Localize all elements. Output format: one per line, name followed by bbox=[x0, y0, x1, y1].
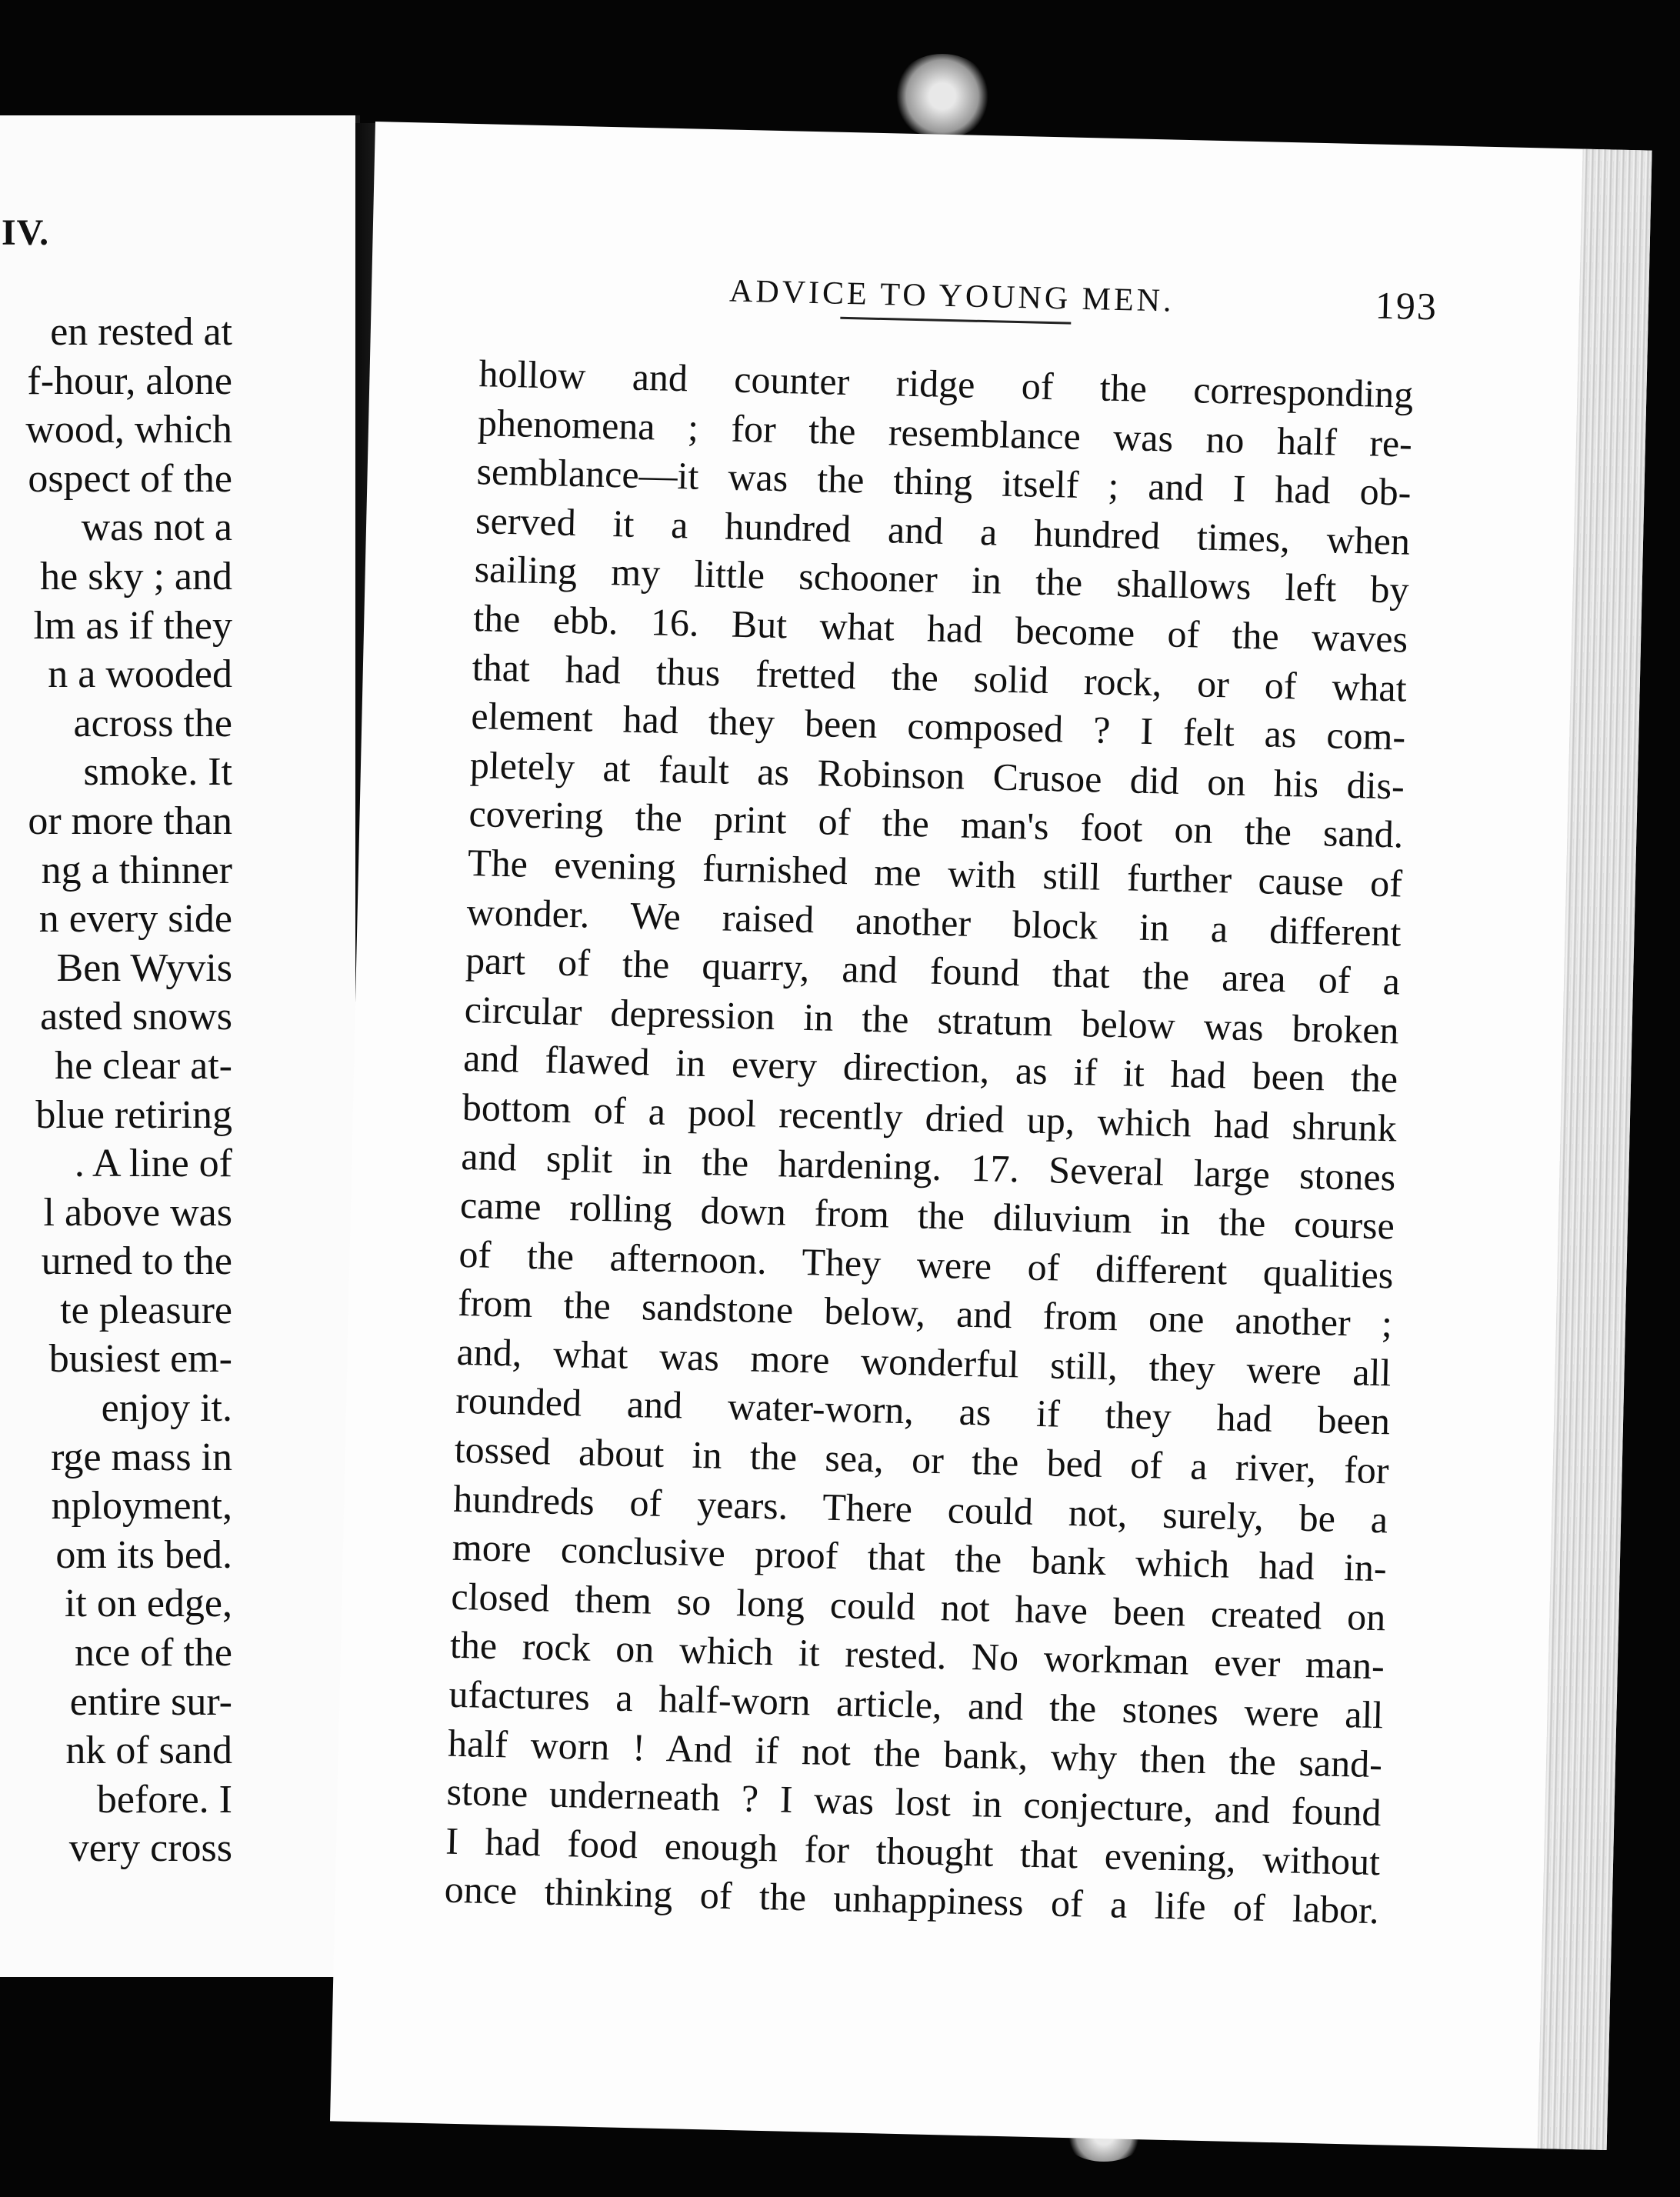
text-line: bottom of a pool recently dried up, which had shrunk bbox=[462, 1085, 1398, 1150]
left-text-line: asted snows bbox=[40, 995, 232, 1039]
page-number: 193 bbox=[1375, 283, 1438, 328]
text-line: and, what was more wonderful still, they were all bbox=[456, 1329, 1392, 1395]
text-line: served it a hundred and a hundred times, when bbox=[475, 498, 1411, 563]
paper-damage-speck bbox=[892, 54, 992, 138]
left-text-line: n a wooded bbox=[48, 652, 232, 697]
left-text-line: nce of the bbox=[74, 1631, 232, 1675]
left-text-line: nployment, bbox=[51, 1484, 232, 1529]
text-line: and flawed in every direction, as if it had been the bbox=[462, 1036, 1398, 1101]
text-line: tossed about in the sea, or the bed of a river, for bbox=[454, 1427, 1390, 1492]
text-line: of the afternoon. They were of different qualities bbox=[458, 1232, 1394, 1297]
left-text-line: l above was bbox=[43, 1190, 232, 1235]
text-line: circular depression in the stratum below was broken bbox=[464, 987, 1400, 1052]
left-text-line: enjoy it. bbox=[101, 1386, 232, 1431]
text-line: element had they been composed ? I felt as com- bbox=[470, 694, 1406, 758]
text-line: rounded and water-worn, as if they had been bbox=[455, 1379, 1391, 1443]
text-line: the ebb. 16. But what had become of the waves bbox=[472, 596, 1408, 661]
text-line: came rolling down from the diluvium in the course bbox=[459, 1182, 1395, 1248]
running-head-title: ADVICE TO YOUNG MEN. bbox=[728, 273, 1175, 319]
left-text-line: ospect of the bbox=[28, 456, 232, 501]
left-text-line: f-hour, alone bbox=[27, 358, 232, 403]
left-text-line: n every side bbox=[38, 897, 232, 942]
text-line: phenomena ; for the resemblance was no half re- bbox=[477, 400, 1413, 465]
left-text-line: he clear at- bbox=[55, 1043, 232, 1088]
text-line: pletely at fault as Robinson Crusoe did on his dis- bbox=[469, 742, 1405, 808]
left-text-line: urned to the bbox=[41, 1239, 232, 1284]
left-text-line: wood, which bbox=[25, 408, 232, 452]
running-head-rule bbox=[840, 317, 1071, 325]
left-text-line: smoke. It bbox=[83, 750, 232, 795]
text-line: The evening furnished me with still further cause of bbox=[467, 840, 1403, 905]
text-line: more conclusive proof that the bank which had in- bbox=[452, 1525, 1388, 1590]
text-line: closed them so long could not have been created on bbox=[450, 1574, 1386, 1639]
text-line: sailing my little schooner in the shallows left by bbox=[474, 547, 1410, 612]
left-text-line: busiest em- bbox=[48, 1337, 232, 1382]
left-text-line: it on edge, bbox=[64, 1582, 232, 1626]
left-text-line: entire sur- bbox=[69, 1679, 232, 1724]
running-head bbox=[728, 273, 1422, 332]
text-line: ufactures a half-worn article, and the stones were all bbox=[448, 1672, 1384, 1737]
left-text-line: ng a thinner bbox=[41, 848, 232, 892]
text-line: I had food enough for thought that evening, without bbox=[445, 1819, 1381, 1884]
left-text-line: very cross bbox=[68, 1826, 232, 1871]
left-text-line: te pleasure bbox=[60, 1288, 232, 1332]
left-text-line: blue retiring bbox=[35, 1092, 232, 1137]
text-line: half worn ! And if not the bank, why then the sand- bbox=[447, 1721, 1383, 1785]
left-text-line: lm as if they bbox=[33, 603, 232, 648]
left-text-line: en rested at bbox=[50, 310, 232, 354]
left-text-line: . A line of bbox=[74, 1142, 232, 1186]
left-running-head: IV. bbox=[2, 212, 50, 253]
right-page bbox=[330, 122, 1652, 2150]
left-text-line: across the bbox=[73, 701, 232, 745]
text-line: semblance—it was the thing itself ; and I had ob- bbox=[476, 449, 1412, 514]
left-text-line: he sky ; and bbox=[40, 554, 232, 598]
page-body-text bbox=[444, 349, 1414, 1935]
text-line: part of the quarry, and found that the area of a bbox=[465, 938, 1401, 1003]
text-line: that had thus fretted the solid rock, or of what bbox=[472, 645, 1408, 710]
left-text-line: or more than bbox=[28, 798, 232, 843]
text-line: once thinking of the unhappiness of a life of labor. bbox=[444, 1868, 1380, 1932]
text-line: hundreds of years. There could not, surely, be a bbox=[452, 1476, 1388, 1541]
text-line: stone underneath ? I was lost in conjecture, and found bbox=[446, 1769, 1382, 1835]
left-text-line: nk of sand bbox=[65, 1729, 232, 1773]
left-page-fragment bbox=[0, 115, 360, 1977]
left-text-line: before. I bbox=[96, 1777, 232, 1822]
left-text-line: om its bed. bbox=[55, 1532, 232, 1577]
left-text-line: rge mass in bbox=[51, 1435, 232, 1479]
text-line: wonder. We raised another block in a different bbox=[466, 889, 1402, 955]
text-line: the rock on which it rested. No workman ever man- bbox=[449, 1623, 1385, 1688]
left-page-text bbox=[0, 308, 232, 1873]
left-text-line: Ben Wyvis bbox=[56, 945, 232, 990]
left-text-line: was not a bbox=[81, 505, 232, 550]
text-line: hollow and counter ridge of the corresponding bbox=[478, 352, 1414, 416]
page-fore-edge bbox=[1538, 149, 1652, 2150]
text-line: covering the print of the man's foot on the sand. bbox=[468, 792, 1404, 856]
text-line: and split in the hardening. 17. Several large stones bbox=[460, 1134, 1396, 1199]
text-line: from the sandstone below, and from one another ; bbox=[457, 1281, 1393, 1345]
